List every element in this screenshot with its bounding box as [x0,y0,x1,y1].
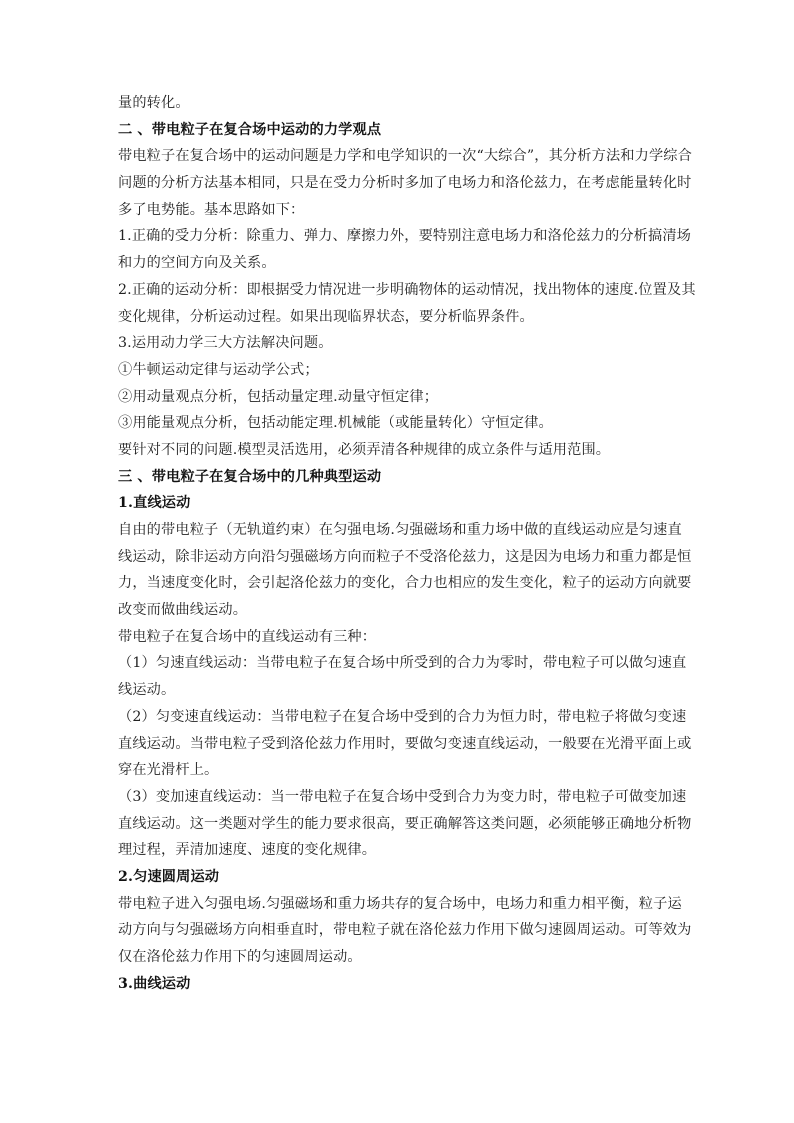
text-line: 问题的分析方法基本相同，只是在受力分析时多加了电场力和洛伦兹力，在考虑能量转化时 [118,175,692,192]
text-line: 带电粒子在复合场中的直线运动有三种： [118,628,377,645]
text-line: 量的转化。 [118,95,190,111]
text-line: 变化规律，分析运动过程。如果出现临界状态，要分析临界条件。 [118,308,534,325]
section-heading: 1.直线运动 [118,495,191,512]
text-line: 直线运动。这一类题对学生的能力要求很高，要正确解答这类问题，必须能够正确地分析物 [118,815,692,832]
text-line: 力，当速度变化时，会引起洛伦兹力的变化，合力也相应的发生变化，粒子的运动方向就要 [118,575,692,592]
section-heading: 2.匀速圆周运动 [118,868,220,885]
text-line: 线运动，除非运动方向沿匀强磁场方向而粒子不受洛伦兹力，这是因为电场力和重力都是恒 [118,548,692,565]
text-line: 动方向与匀强磁场方向相垂直时，带电粒子就在洛伦兹力作用下做匀速圆周运动。可等效为 [118,922,692,939]
text-line: 要针对不同的问题.模型灵活选用，必须弄清各种规律的成立条件与适用范围。 [118,441,611,458]
text-line: 多了电势能。基本思路如下： [118,201,305,218]
text-line: 带电粒子在复合场中的运动问题是力学和电学知识的一次“大综合”，其分析方法和力学综合 [118,148,692,165]
document-page [118,90,696,997]
text-line: 线运动。 [118,682,176,699]
text-line: （3）变加速直线运动：当一带电粒子在复合场中受到合力为变力时，带电粒子可做变加速 [118,788,687,805]
section-heading: 3.曲线运动 [118,975,191,992]
text-line: 理过程，弄清加速度、速度的变化规律。 [118,842,377,859]
text-line: 2.正确的运动分析：即根据受力情况进一步明确物体的运动情况，找出物体的速度.位置及其 [118,281,696,298]
text-line: 1.正确的受力分析：除重力、弹力、摩擦力外，要特别注意电场力和洛伦兹力的分析搞清场 [118,228,692,245]
text-line: 仅在洛伦兹力作用下的匀速圆周运动。 [118,949,362,965]
text-line: 穿在光滑杆上。 [118,762,219,779]
text-line: 直线运动。当带电粒子受到洛伦兹力作用时，要做匀变速直线运动，一般要在光滑平面上或 [118,735,692,752]
text-line: （1）匀速直线运动：当带电粒子在复合场中所受到的合力为零时，带电粒子可以做匀速直 [118,655,687,672]
text-line: ③用能量观点分析，包括动能定理.机械能（或能量转化）守恒定律。 [118,415,553,432]
text-line: （2）匀变速直线运动：当带电粒子在复合场中受到的合力为恒力时，带电粒子将做匀变速 [118,708,687,725]
text-line: ②用动量观点分析，包括动量定理.动量守恒定律； [118,388,439,405]
text-line: 3.运用动力学三大方法解决问题。 [118,335,333,352]
text-line: ①牛顿运动定律与运动学公式； [118,361,319,378]
section-heading: 二 、带电粒子在复合场中运动的力学观点 [118,121,382,138]
text-line: 带电粒子进入匀强电场.匀强磁场和重力场共存的复合场中，电场力和重力相平衡，粒子运 [118,895,682,912]
text-line: 改变而做曲线运动。 [118,602,248,619]
section-heading: 三 、带电粒子在复合场中的几种典型运动 [118,468,382,485]
text-line: 和力的空间方向及关系。 [118,255,276,272]
text-line: 自由的带电粒子（无轨道约束）在匀强电场.匀强磁场和重力场中做的直线运动应是匀速直 [118,522,682,538]
